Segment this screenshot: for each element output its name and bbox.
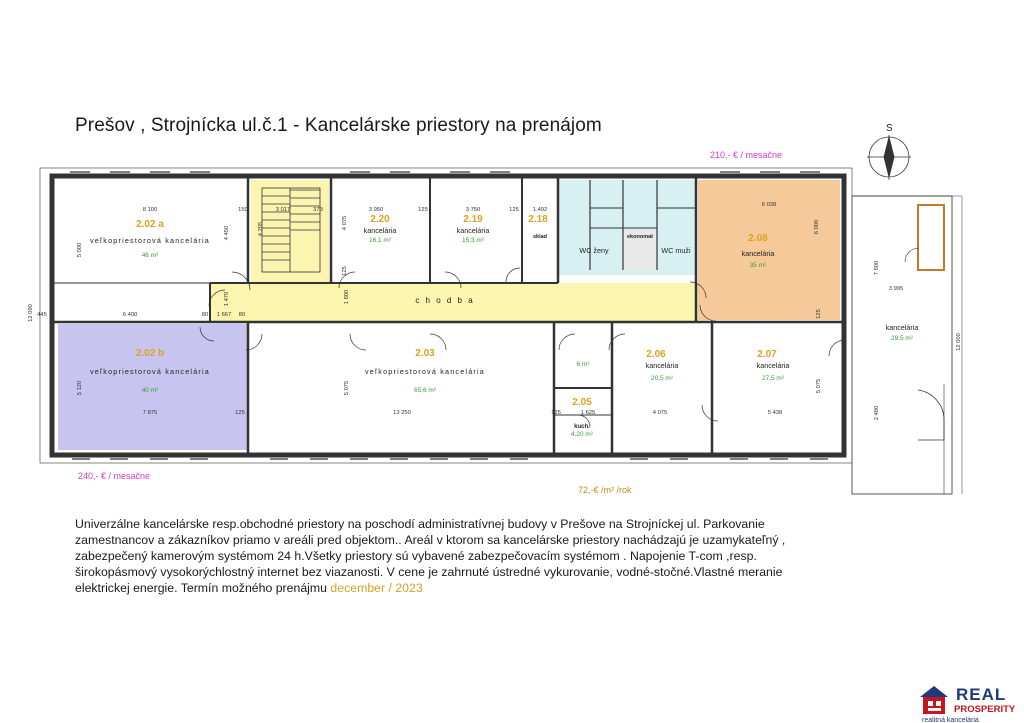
description-text: Univerzálne kancelárske resp.obchodné priestory na poschodí administratívnej budovy v Prešove na Strojníckej ul. Parkovanie zamestnancov a zákazníkov priamo v areáli pred objektom.. Areál v ktorom sa kancelárske priestory nachádzajú je uzamykateľný , zabezpečený kamerovým systémom 24 h.Všetky priestory sú vybavené zabezpečovacím systémom . Napojenie T-com ,resp. širokopásmový vysokorýchlostný internet bez viazanosti. V cene je zahrnuté ústredné vykurovanie, vodné-stočné.Vlastné meranie elektrickej energie. Termín možného prenájmu xyxy=(75,517,786,595)
dim-31: 5 075 xyxy=(344,380,350,396)
page-title: Prešov , Strojnícka ul.č.1 - Kancelárske priestory na prenájom xyxy=(75,115,602,136)
available-date: december / 2023 xyxy=(330,581,423,595)
room-2-05-name: kuch. xyxy=(574,424,590,430)
room-2-06-area: 20,5 m² xyxy=(650,375,674,382)
dim-2: 150 xyxy=(238,207,248,213)
room-2-19-number: 2.19 xyxy=(463,214,483,225)
room-2-03-number: 2.03 xyxy=(415,348,435,359)
dim-21: 5 438 xyxy=(767,410,783,416)
room-2-20-area: 16,1 m² xyxy=(368,237,392,244)
dim-24: 5 000 xyxy=(77,242,83,258)
dim-25: 4 450 xyxy=(224,225,230,241)
company-logo xyxy=(918,681,1024,723)
logo-subtitle: realitná kancelária xyxy=(922,717,979,723)
wc-zeny-label: WC ženy xyxy=(579,246,609,255)
annex-office-name: kancelária xyxy=(885,323,919,332)
dim-19: 1 625 xyxy=(580,410,596,416)
room-2-07-name: kancelária xyxy=(756,361,790,370)
room-2-18-name: sklad xyxy=(532,234,548,240)
room-2-02a-area: 46 m² xyxy=(141,252,159,259)
room-2-06-number: 2.06 xyxy=(646,349,666,360)
dim-35: 3 995 xyxy=(888,286,904,292)
room-2-18-number: 2.18 xyxy=(528,214,548,225)
annex-office-area: 29,5 m² xyxy=(890,335,914,342)
room-2-20-name: kancelária xyxy=(363,226,397,235)
compass-label: S xyxy=(886,123,893,134)
room-2-02b-number: 2.02 b xyxy=(135,348,165,359)
dim-37: 2 480 xyxy=(874,405,880,421)
room-2-02a-number: 2.02 a xyxy=(136,219,164,230)
description xyxy=(75,516,835,596)
room-2-19-name: kancelária xyxy=(456,226,490,235)
dim-39: 125 xyxy=(816,309,822,319)
dim-22: 12 090 xyxy=(28,304,34,322)
room-2-19-area: 15,3 m² xyxy=(461,237,485,244)
dim-1: 8 100 xyxy=(142,207,158,213)
room-2-02b-name: veľkopriestorová kancelária xyxy=(90,367,210,376)
room-2-05-area: 4,20 m² xyxy=(570,431,594,438)
room-2-07-area: 27,5 m² xyxy=(761,375,785,382)
dim-30: 5 120 xyxy=(77,380,83,396)
dim-14: 80 xyxy=(238,312,246,318)
wc-muzi-label: WC muži xyxy=(661,246,691,255)
room-2-07-number: 2.07 xyxy=(757,349,777,360)
price-bottom-left: 240,- € / mesačne xyxy=(78,471,151,481)
dim-26: 4 205 xyxy=(258,221,264,237)
room-2-08-area: 35 m² xyxy=(749,262,767,269)
dim-6: 125 xyxy=(418,207,428,213)
dim-13: 1 667 xyxy=(216,312,232,318)
small-room-area: 6 m² xyxy=(576,361,590,368)
dim-3: 3 017 xyxy=(275,207,291,213)
price-bottom-mid: 72,-€ /m² /rok xyxy=(578,485,632,495)
room-2-06-name: kancelária xyxy=(645,361,679,370)
dim-38: 125 xyxy=(342,266,348,276)
dim-12: 80 xyxy=(201,312,209,318)
compass-icon xyxy=(867,135,911,180)
room-2-03-name: veľkopriestorová kancelária xyxy=(365,367,485,376)
dim-33: 6 000 xyxy=(814,219,820,235)
room-2-03-area: 65,6 m² xyxy=(413,387,437,394)
house-icon xyxy=(920,686,948,714)
dim-5: 3 950 xyxy=(368,207,384,213)
room-2-08-name: kancelária xyxy=(741,249,775,258)
dim-23: 445 xyxy=(37,312,47,318)
room-2-02b-area: 40 m² xyxy=(141,387,159,394)
ekonomat-label: ekonomat xyxy=(627,234,653,240)
annex-outline xyxy=(852,196,952,494)
price-top: 210,- € / mesačne xyxy=(710,150,783,160)
dim-20: 4 075 xyxy=(652,410,668,416)
room-2-20-number: 2.20 xyxy=(370,214,390,225)
room-2-05-number: 2.05 xyxy=(572,397,592,408)
logo-real: REAL xyxy=(956,685,1007,704)
dim-15: 7 875 xyxy=(142,410,158,416)
dim-16: 125 xyxy=(235,410,245,416)
dim-17: 13 250 xyxy=(393,410,411,416)
dim-9: 1.492 xyxy=(532,207,548,213)
dim-8: 125 xyxy=(509,207,519,213)
dim-7: 3 750 xyxy=(465,207,481,213)
room-2-02a-name: veľkopriestorová kancelária xyxy=(90,236,210,245)
dim-28: 1 800 xyxy=(344,289,350,305)
room-2-08-number: 2.08 xyxy=(748,233,768,244)
dim-11: 6 400 xyxy=(122,312,138,318)
dim-34: 7 500 xyxy=(874,260,880,276)
dim-27: 4 075 xyxy=(342,215,348,231)
logo-prosperity: PROSPERITY xyxy=(954,704,1016,715)
corridor-label: c h o d b a xyxy=(415,296,475,305)
dim-29: 1 470 xyxy=(224,291,230,307)
dim-18: 125 xyxy=(551,410,561,416)
dim-10: 6 038 xyxy=(761,202,777,208)
dim-36: 12 000 xyxy=(956,333,962,351)
dim-32: 5 075 xyxy=(816,378,822,394)
dim-4: 373 xyxy=(313,207,323,213)
